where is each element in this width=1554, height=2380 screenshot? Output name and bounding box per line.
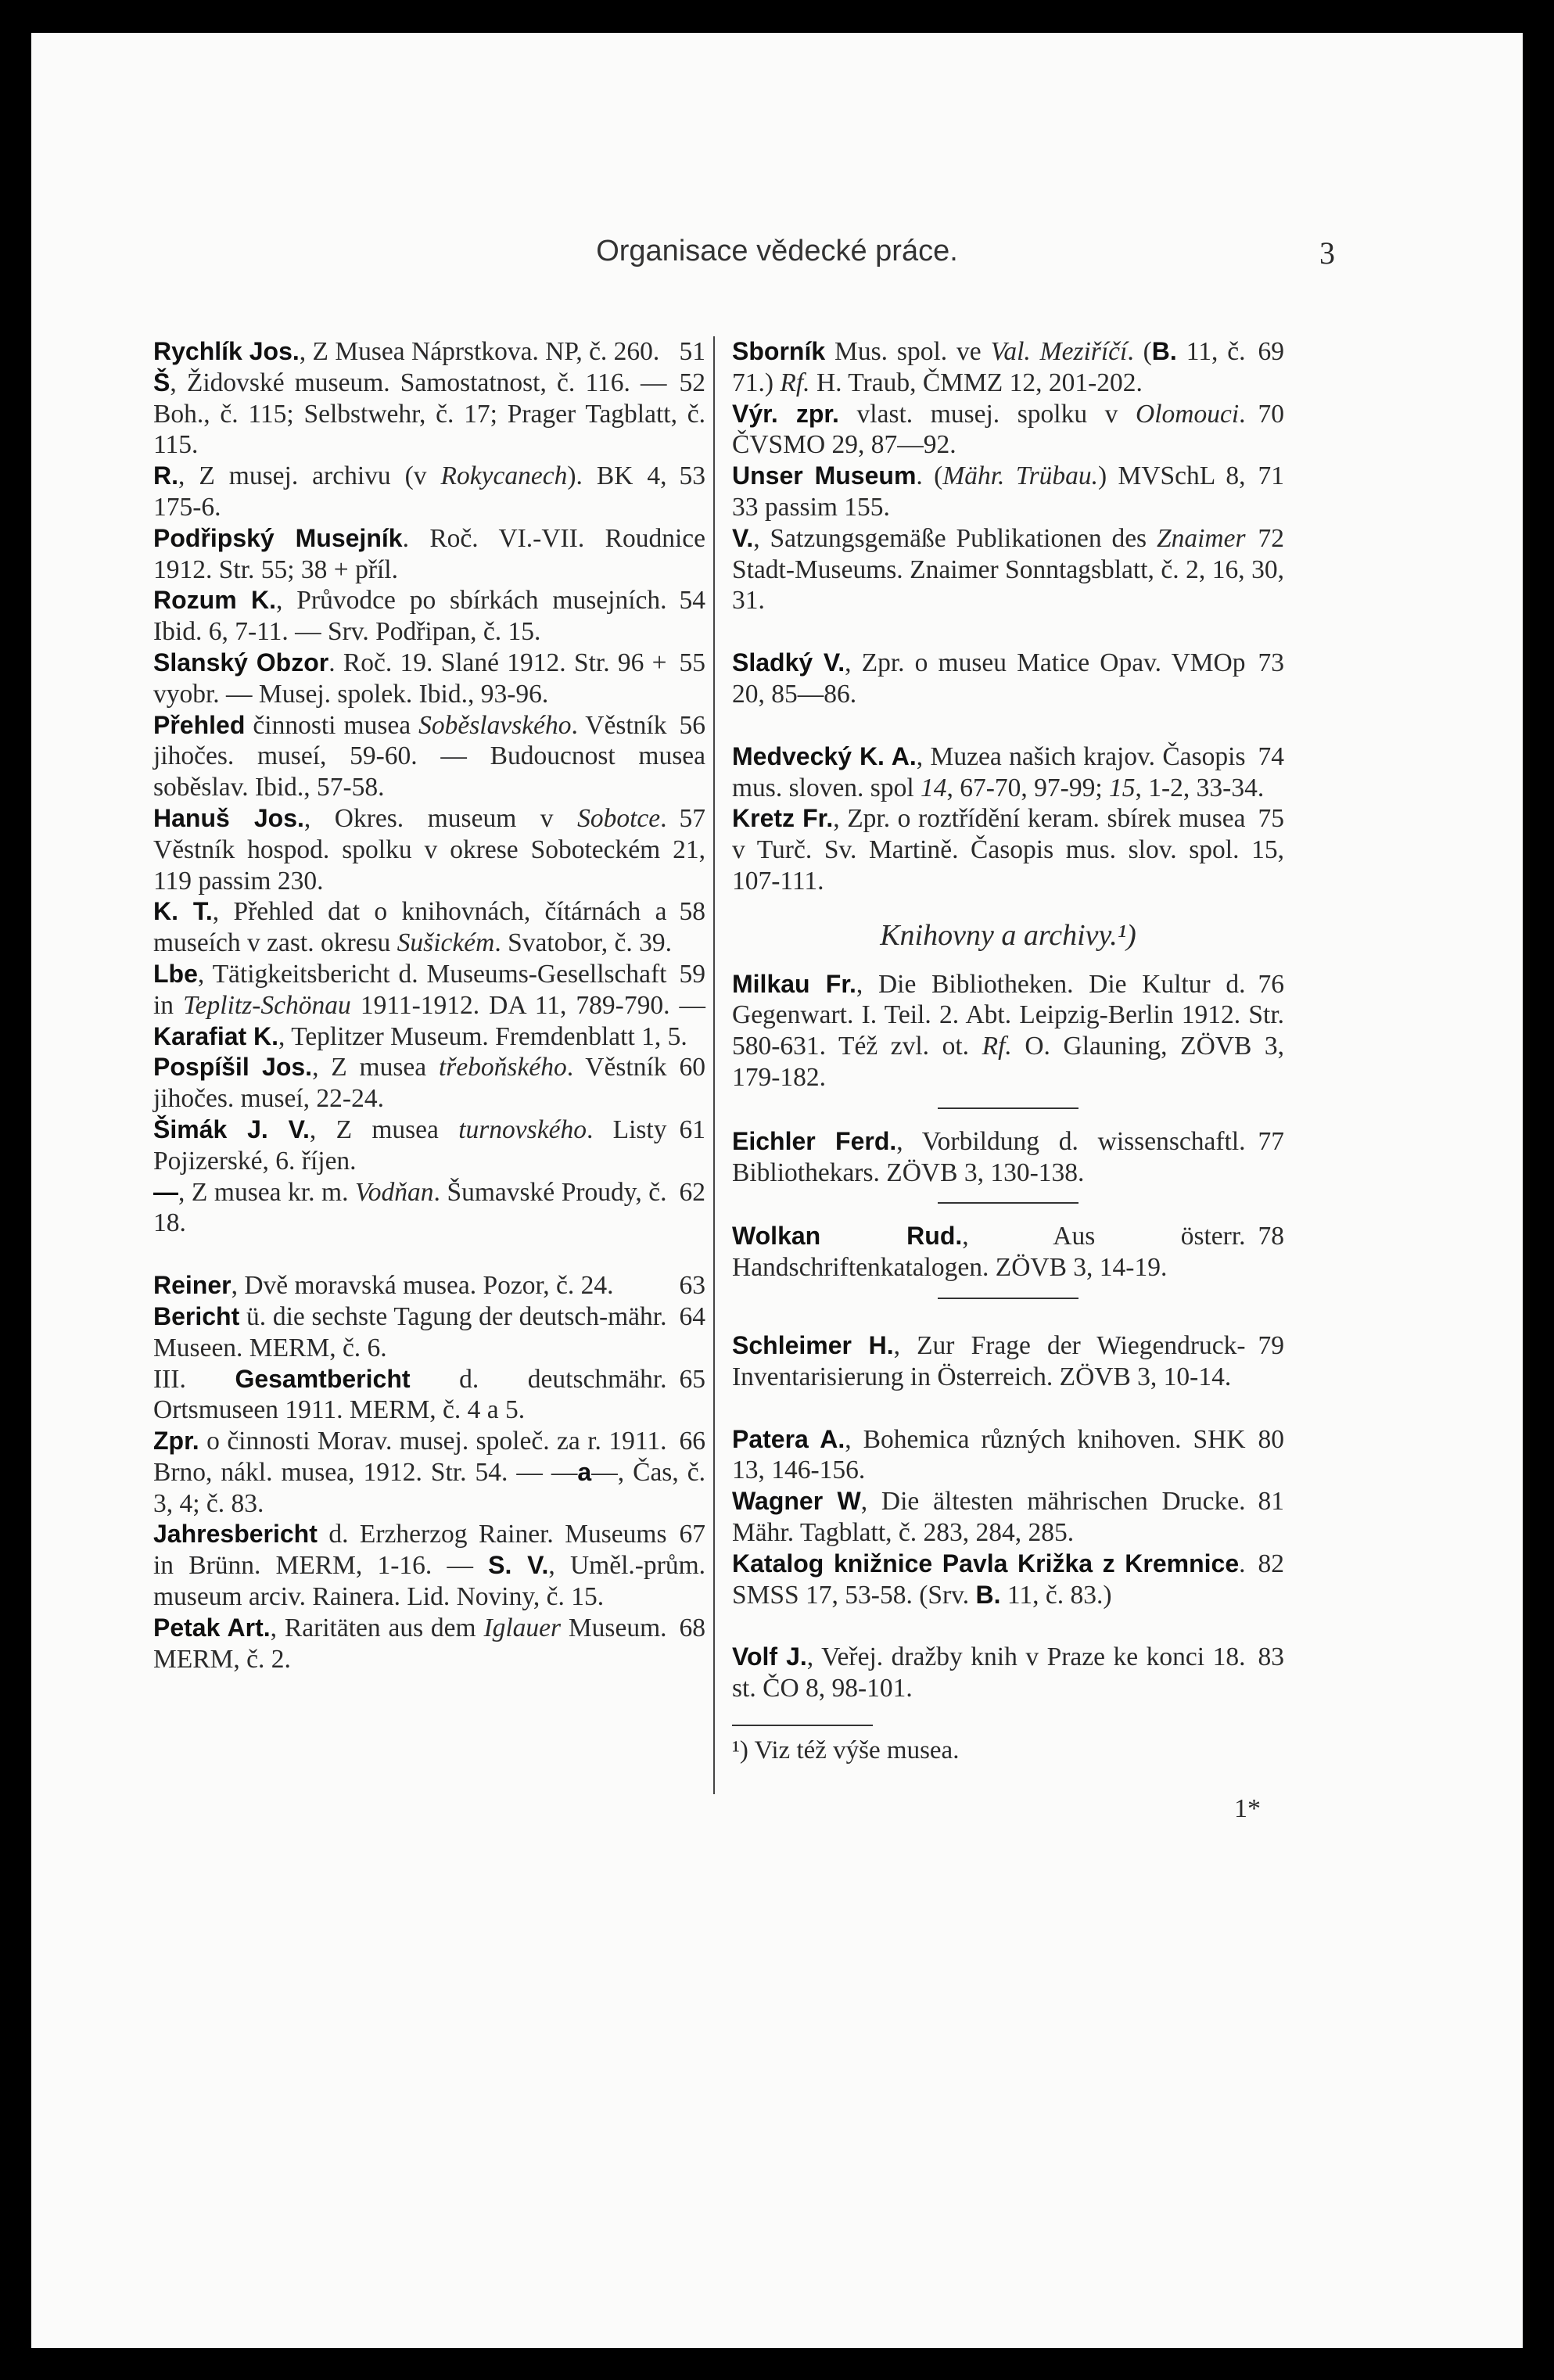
bibliography-entry	[153, 585, 705, 648]
bibliography-entry	[153, 1177, 705, 1240]
entry-number: 76	[1258, 969, 1284, 999]
bibliography-entry	[732, 336, 1284, 399]
entry-text: Lbe, Tätigkeitsbericht d. Museums-Gesellschaft in Teplitz-Schönau 1911-1912. DA 11, 789-790. — Karafiat K., Teplitzer Museum. Fremdenblatt 1, 5.	[153, 959, 705, 1051]
entry-number: 52	[679, 368, 705, 397]
column-divider	[713, 336, 715, 1794]
entry-text: Slanský Obzor. Roč. 19. Slané 1912. Str. 96 + vyobr. — Musej. spolek. Ibid., 93-96.	[153, 648, 667, 709]
page	[31, 33, 1523, 2348]
entry-number: 56	[679, 710, 705, 740]
entry-text: Petak Art., Raritäten aus dem Iglauer Museum. MERM, č. 2.	[153, 1613, 667, 1674]
museum-entries	[732, 336, 1284, 897]
entry-text: Medvecký K. A., Muzea našich krajov. Časopis mus. sloven. spol 14, 67-70, 97-99; 15, 1-2, 33-34.	[732, 741, 1265, 802]
bibliography-entry	[153, 959, 705, 1052]
entry-text: Katalog knižnice Pavla Križka z Kremnice. SMSS 17, 53-58. (Srv. B. 11, č. 83.)	[732, 1549, 1246, 1610]
entry-text: Hanuš Jos., Okres. museum v Sobotce. Věstník hospod. spolku v okrese Soboteckém 21, 119 passim 230.	[153, 803, 705, 896]
left-column	[153, 336, 705, 1675]
page-number: 3	[1319, 235, 1335, 271]
entry-number: 59	[679, 959, 705, 989]
entry-number: 61	[679, 1115, 705, 1144]
entry-text: Unser Museum. (Mähr. Trübau.) MVSchL 8, 33 passim 155.	[732, 461, 1246, 522]
bibliography-entry	[732, 523, 1284, 616]
bibliography-entry	[732, 803, 1284, 896]
bibliography-entry	[153, 1426, 705, 1519]
signature-mark: 1*	[1234, 1793, 1261, 1823]
entry-number: 60	[679, 1053, 705, 1082]
entry-text: Pospíšil Jos., Z musea třeboňského. Věstník jihočes. museí, 22-24.	[153, 1053, 667, 1114]
entry-number: 71	[1258, 461, 1284, 491]
entry-number: 68	[679, 1613, 705, 1642]
bibliography-entry	[153, 803, 705, 896]
entry-text: Eichler Ferd., Vorbildung d. wissenschaftl. Bibliothekars. ZÖVB 3, 130-138.	[732, 1126, 1246, 1187]
entry-number: 65	[679, 1364, 705, 1394]
bibliography-entry	[153, 896, 705, 959]
entry-text: Š, Židovské museum. Samostatnost, č. 116. — Boh., č. 115; Selbstwehr, č. 17; Prager Tagblatt, č. 115.	[153, 368, 705, 460]
entry-number: 51	[679, 337, 705, 366]
bibliography-entry	[732, 461, 1284, 523]
entry-text: Rychlík Jos., Z Musea Náprstkova. NP, č. 260.	[153, 337, 660, 366]
entry-text: R., Z musej. archivu (v Rokycanech). BK 4, 175-6.	[153, 461, 667, 522]
bibliography-entry	[153, 1115, 705, 1177]
entry-number: 77	[1258, 1126, 1284, 1156]
entry-number: 73	[1258, 648, 1284, 678]
entry-separator	[938, 1202, 1078, 1204]
bibliography-entry	[732, 1424, 1284, 1487]
bibliography-entry	[153, 1519, 705, 1612]
bibliography-entry	[153, 368, 705, 461]
entry-number: 57	[679, 803, 705, 833]
bibliography-entry	[153, 648, 705, 710]
bibliography-entry	[153, 1364, 705, 1427]
entry-text: Přehled činnosti musea Soběslavského. Věstník jihočes. museí, 59-60. — Budoucnost musea soběslav. Ibid., 57-58.	[153, 710, 705, 802]
bibliography-entry	[732, 1486, 1284, 1549]
entry-text: Patera A., Bohemica různých knihoven. SHK 13, 146-156.	[732, 1424, 1246, 1485]
entry-number: 72	[1258, 523, 1284, 553]
entry-number: 55	[679, 648, 705, 677]
running-title: Organisace vědecké práce.	[596, 235, 958, 267]
bibliography-entry	[732, 1221, 1284, 1283]
entry-text: —, Z musea kr. m. Vodňan. Šumavské Proudy, č. 18.	[153, 1177, 667, 1238]
footnote: ¹) Viz též výše musea.	[732, 1736, 960, 1764]
entry-text: Jahresbericht d. Erzherzog Rainer. Museums in Brünn. MERM, 1-16. — S. V., Uměl.-prům. museum arciv. Rainera. Lid. Noviny, č. 15.	[153, 1520, 705, 1612]
footnote-rule	[732, 1725, 873, 1726]
entry-text: Bericht ü. die sechste Tagung der deutsch-mähr. Museen. MERM, č. 6.	[153, 1301, 667, 1362]
entry-text: Zpr. o činnosti Morav. musej. společ. za r. 1911. Brno, nákl. musea, 1912. Str. 54. — —a—, Čas, č. 3, 4; č. 83.	[153, 1427, 705, 1518]
entry-number: 83	[1258, 1642, 1284, 1672]
entry-text: Volf J., Veřej. dražby knih v Praze ke konci 18. st. ČO 8, 98-101.	[732, 1642, 1246, 1703]
entry-number: 53	[679, 461, 705, 491]
entry-text: Schleimer H., Zur Frage der Wiegendruck-Inventarisierung in Österreich. ZÖVB 3, 10-14.	[732, 1330, 1246, 1391]
bibliography-entry	[153, 523, 705, 586]
entry-separator	[938, 1298, 1078, 1299]
bibliography-entry	[732, 1642, 1284, 1704]
bibliography-entry	[732, 969, 1284, 1093]
library-entries	[732, 969, 1284, 1704]
entry-number: 67	[679, 1520, 705, 1549]
entry-number: 70	[1258, 399, 1284, 429]
entry-text: V., Satzungsgemäße Publikationen des Znaimer Stadt-Museums. Znaimer Sonntagsblatt, č. 2, 16, 30, 31.	[732, 523, 1284, 616]
entry-number: 75	[1258, 804, 1284, 834]
bibliography-entry	[153, 710, 705, 803]
bibliography-entry	[732, 1126, 1284, 1189]
entry-number: 58	[679, 897, 705, 927]
entry-text: Podřipský Musejník. Roč. VI.-VII. Roudnice 1912. Str. 55; 38 + příl.	[153, 523, 706, 584]
bibliography-entry	[732, 648, 1284, 710]
bibliography-entry	[153, 1052, 705, 1115]
entry-text: Milkau Fr., Die Bibliotheken. Die Kultur d. Gegenwart. I. Teil. 2. Abt. Leipzig-Berlin 1912. Str. 580-631. Též zvl. ot. Rf. O. Glauning, ZÖVB 3, 179-182.	[732, 969, 1284, 1092]
bibliography-entry	[732, 399, 1284, 461]
bibliography-entry	[153, 461, 705, 523]
entry-number: 74	[1258, 741, 1284, 771]
entry-text: K. T., Přehled dat o knihovnách, čítárnách a museích v zast. okresu Sušickém. Svatobor, č. 39.	[153, 897, 672, 958]
entry-number: 64	[679, 1301, 705, 1331]
entry-text: Výr. zpr. vlast. musej. spolku v Olomouci. ČVSMO 29, 87—92.	[732, 399, 1246, 460]
entry-text: Rozum K., Průvodce po sbírkách musejních. Ibid. 6, 7-11. — Srv. Podřipan, č. 15.	[153, 586, 667, 647]
entry-number: 66	[679, 1427, 705, 1456]
bibliography-entry	[153, 1613, 705, 1675]
entry-number: 78	[1258, 1222, 1284, 1251]
bibliography-entry	[153, 336, 705, 368]
entry-text: Reiner, Dvě moravská musea. Pozor, č. 24.	[153, 1271, 614, 1301]
entry-number: 82	[1258, 1549, 1284, 1578]
entry-text: Sladký V., Zpr. o museu Matice Opav. VMOp 20, 85—86.	[732, 648, 1246, 709]
right-column	[732, 336, 1284, 1824]
entry-number: 69	[1258, 337, 1284, 366]
bibliography-entry	[153, 1301, 705, 1364]
entry-number: 62	[679, 1177, 705, 1207]
section-title: Knihovny a archivy.¹)	[880, 918, 1136, 952]
entry-text: Wolkan Rud., Aus österr. Handschriftenkatalogen. ZÖVB 3, 14-19.	[732, 1222, 1246, 1283]
entry-number: 63	[679, 1271, 705, 1301]
entry-number: 80	[1258, 1424, 1284, 1454]
entry-number: 54	[679, 586, 705, 616]
bibliography-entry	[153, 1270, 705, 1301]
entry-text: Sborník Mus. spol. ve Val. Meziříčí. (B. 11, č. 71.) Rf. H. Traub, ČMMZ 12, 201-202.	[732, 337, 1246, 397]
bibliography-entry	[732, 1549, 1284, 1611]
entry-text: Wagner W, Die ältesten mährischen Drucke. Mähr. Tagblatt, č. 283, 284, 285.	[732, 1487, 1246, 1547]
entry-number: 81	[1258, 1487, 1284, 1517]
entry-text: Kretz Fr., Zpr. o roztřídění keram. sbírek musea v Turč. Sv. Martině. Časopis mus. slov. spol. 15, 107-111.	[732, 804, 1284, 896]
bibliography-entry	[732, 1330, 1284, 1393]
entry-text: Šimák J. V., Z musea turnovského. Listy Pojizerské, 6. říjen.	[153, 1115, 667, 1176]
entry-number: 79	[1258, 1330, 1284, 1360]
entry-separator	[938, 1107, 1078, 1109]
bibliography-entry	[732, 741, 1284, 804]
entry-text: III. Gesamtbericht d. deutschmähr. Ortsmuseen 1911. MERM, č. 4 a 5.	[153, 1364, 667, 1425]
